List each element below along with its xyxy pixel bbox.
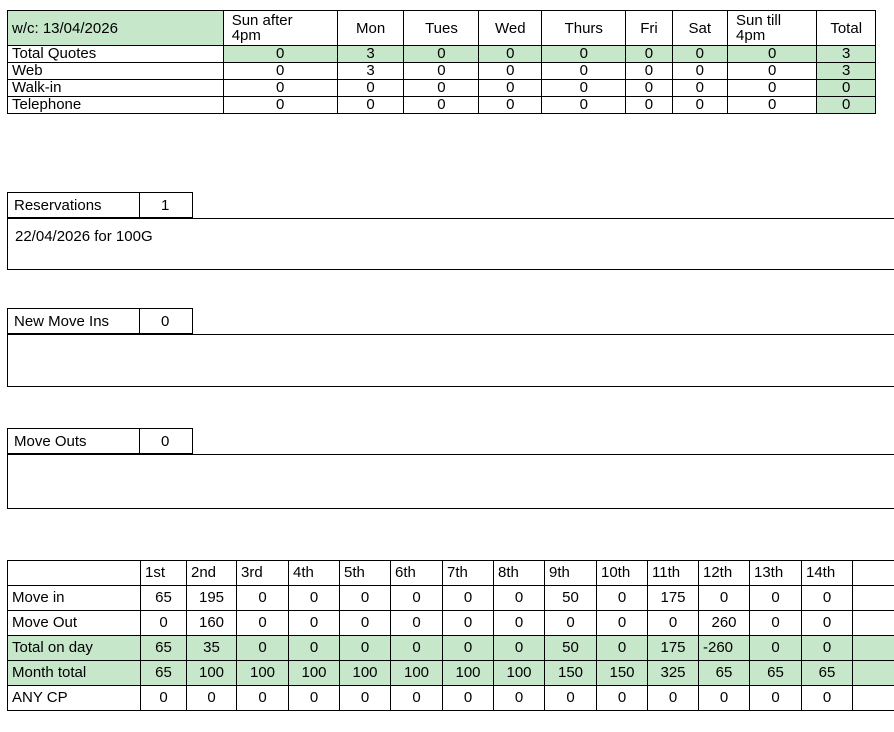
new-move-ins-count: 0 (161, 313, 170, 330)
daily-cell: 65 (141, 636, 187, 661)
daily-cell: 0 (750, 611, 802, 636)
daily-cell: 0 (289, 611, 340, 636)
daily-cell: 100 (340, 661, 391, 686)
weekly-cell: 0 (672, 97, 727, 114)
daily-cell: 0 (391, 586, 443, 611)
daily-cell: 100 (289, 661, 340, 686)
reservations-count-box (140, 192, 193, 218)
daily-cell: 0 (699, 686, 750, 711)
daily-cell: 0 (237, 586, 289, 611)
daily-cell: 0 (494, 611, 545, 636)
daily-cell: 160 (187, 611, 237, 636)
weekly-row-label: Telephone (8, 97, 224, 114)
daily-cell: 0 (802, 636, 853, 661)
daily-cell: 175 (648, 636, 699, 661)
daily-cell: 150 (545, 661, 597, 686)
daily-header-row (8, 561, 894, 586)
daily-totals-table (7, 560, 894, 711)
daily-cell: 100 (443, 661, 494, 686)
weekly-cell: 0 (223, 97, 337, 114)
daily-cell: 0 (802, 586, 853, 611)
weekly-cell: 0 (404, 97, 479, 114)
daily-cell: 0 (141, 686, 187, 711)
daily-day-header: 11th (648, 561, 699, 586)
daily-row-label: Move in (8, 586, 141, 611)
weekly-row-label: Total Quotes (8, 46, 224, 63)
daily-cell: 50 (545, 636, 597, 661)
daily-row (8, 636, 894, 661)
daily-cell: 0 (750, 686, 802, 711)
daily-cell: 325 (648, 661, 699, 686)
daily-day-header: 7th (443, 561, 494, 586)
daily-day-header: 13th (750, 561, 802, 586)
weekly-cell: 0 (728, 63, 817, 80)
daily-row (8, 661, 894, 686)
daily-cell: 0 (494, 686, 545, 711)
daily-cell: 0 (597, 611, 648, 636)
weekly-col-header-line2: 4pm (231, 27, 261, 44)
daily-row (8, 611, 894, 636)
weekly-cell: 0 (223, 63, 337, 80)
daily-cell: 0 (391, 611, 443, 636)
weekly-cell: 0 (542, 63, 626, 80)
daily-cell: 0 (750, 636, 802, 661)
daily-cell: 0 (391, 686, 443, 711)
new-move-ins-label: New Move Ins (14, 313, 110, 330)
daily-cell: 0 (237, 636, 289, 661)
move-outs-count: 0 (161, 433, 170, 450)
weekly-quotes-table (7, 10, 876, 114)
weekly-cell: 0 (817, 80, 876, 97)
weekly-col-header: Fri (626, 11, 672, 46)
daily-cell: 65 (750, 661, 802, 686)
daily-cell: 0 (141, 611, 187, 636)
daily-cell: 0 (340, 611, 391, 636)
daily-cell: 0 (391, 636, 443, 661)
weekly-cell: 0 (479, 46, 542, 63)
daily-cell: 0 (237, 611, 289, 636)
daily-cell: 0 (494, 586, 545, 611)
daily-day-header: 6th (391, 561, 443, 586)
daily-day-header: 2nd (187, 561, 237, 586)
weekly-col-header-line1: Sun after (231, 12, 293, 29)
daily-row-label: Month total (8, 661, 141, 686)
daily-cell: 0 (289, 686, 340, 711)
daily-cell: 0 (648, 611, 699, 636)
weekly-cell: 0 (337, 97, 404, 114)
daily-cell: 65 (699, 661, 750, 686)
daily-cell: 65 (141, 586, 187, 611)
weekly-cell: 3 (817, 63, 876, 80)
daily-cell: 0 (802, 686, 853, 711)
daily-cell: 0 (545, 611, 597, 636)
daily-cell: 150 (597, 661, 648, 686)
daily-cell: 0 (237, 686, 289, 711)
new-move-ins-count-box (140, 308, 193, 334)
weekly-cell: 3 (337, 63, 404, 80)
daily-cell: 35 (187, 636, 237, 661)
weekly-row (8, 46, 876, 63)
reservations-count: 1 (161, 197, 170, 214)
daily-cell: 0 (289, 586, 340, 611)
weekly-cell: 0 (672, 46, 727, 63)
weekly-cell: 0 (626, 97, 672, 114)
daily-day-header: 4th (289, 561, 340, 586)
daily-cell: 65 (141, 661, 187, 686)
daily-row-label: Move Out (8, 611, 141, 636)
daily-cell: 65 (802, 661, 853, 686)
weekly-cell: 0 (728, 46, 817, 63)
reservations-label: Reservations (14, 197, 102, 214)
weekly-cell: 0 (404, 63, 479, 80)
weekly-cell: 0 (626, 46, 672, 63)
weekly-cell: 0 (542, 97, 626, 114)
weekly-cell: 0 (728, 80, 817, 97)
weekly-col-header: Total (817, 11, 876, 46)
daily-cell: 0 (443, 611, 494, 636)
weekly-cell: 3 (337, 46, 404, 63)
daily-cell: 0 (340, 636, 391, 661)
move-outs-label-box (7, 428, 140, 454)
move-outs-details-box (7, 454, 894, 509)
daily-day-header: 9th (545, 561, 597, 586)
daily-day-header: 10th (597, 561, 648, 586)
weekly-col-header: Thurs (542, 11, 626, 46)
daily-cell: 0 (340, 686, 391, 711)
daily-cell: 195 (187, 586, 237, 611)
daily-cell: 0 (597, 686, 648, 711)
daily-row-label: ANY CP (8, 686, 141, 711)
weekly-col-header: Wed (479, 11, 542, 46)
daily-cell: 50 (545, 586, 597, 611)
weekly-cell: 0 (223, 46, 337, 63)
weekly-col-header: Mon (337, 11, 404, 46)
new-move-ins-label-box (7, 308, 140, 334)
daily-cell: 0 (699, 586, 750, 611)
daily-cell: 0 (289, 636, 340, 661)
daily-row-label: Total on day (8, 636, 141, 661)
weekly-row-label: Web (8, 63, 224, 80)
week-commencing-cell: w/c: 13/04/2026 (8, 11, 224, 46)
weekly-col-header: Sat (672, 11, 727, 46)
weekly-cell: 0 (817, 97, 876, 114)
daily-cell: 0 (648, 686, 699, 711)
daily-cell: 0 (494, 636, 545, 661)
daily-cell: 0 (597, 586, 648, 611)
daily-day-header: 12th (699, 561, 750, 586)
weekly-cell: 0 (542, 80, 626, 97)
daily-cell: 0 (597, 636, 648, 661)
daily-cell: 0 (187, 686, 237, 711)
weekly-cell: 0 (672, 63, 727, 80)
weekly-cell: 0 (672, 80, 727, 97)
weekly-cell: 0 (404, 46, 479, 63)
daily-cell: 260 (699, 611, 750, 636)
daily-cell: 100 (187, 661, 237, 686)
weekly-cell: 0 (479, 80, 542, 97)
weekly-row-label: Walk-in (8, 80, 224, 97)
weekly-cell: 0 (479, 97, 542, 114)
weekly-cell: 0 (404, 80, 479, 97)
daily-cell: 0 (340, 586, 391, 611)
daily-cell: 100 (237, 661, 289, 686)
weekly-cell: 0 (626, 63, 672, 80)
reservations-label-box (7, 192, 140, 218)
daily-cell: 0 (443, 686, 494, 711)
weekly-col-header-line2: 4pm (736, 27, 766, 44)
daily-cell: 100 (494, 661, 545, 686)
weekly-row (8, 63, 876, 80)
daily-day-header: 3rd (237, 561, 289, 586)
weekly-col-header (223, 11, 337, 46)
daily-cell: -260 (699, 636, 750, 661)
weekly-row (8, 97, 876, 114)
daily-day-header: 14th (802, 561, 853, 586)
daily-row (8, 586, 894, 611)
weekly-cell: 0 (223, 80, 337, 97)
weekly-cell: 0 (542, 46, 626, 63)
weekly-cell: 0 (728, 97, 817, 114)
move-outs-label: Move Outs (14, 433, 87, 450)
reservations-details-box (7, 218, 894, 270)
reservations-details: 22/04/2026 for 100G (15, 228, 153, 245)
weekly-cell: 0 (479, 63, 542, 80)
daily-row (8, 686, 894, 711)
daily-cell: 0 (443, 636, 494, 661)
daily-day-header: 5th (340, 561, 391, 586)
daily-cell: 0 (545, 686, 597, 711)
weekly-cell: 0 (626, 80, 672, 97)
daily-cell: 100 (391, 661, 443, 686)
weekly-row (8, 80, 876, 97)
daily-cell: 0 (802, 611, 853, 636)
weekly-col-header: Tues (404, 11, 479, 46)
weekly-col-header-line1: Sun till (736, 12, 782, 29)
daily-day-header: 8th (494, 561, 545, 586)
weekly-cell: 0 (337, 80, 404, 97)
daily-cell: 0 (443, 586, 494, 611)
move-outs-count-box (140, 428, 193, 454)
weekly-cell: 3 (817, 46, 876, 63)
weekly-header-row (8, 11, 876, 46)
new-move-ins-details-box (7, 334, 894, 387)
daily-day-header: 1st (141, 561, 187, 586)
daily-cell: 175 (648, 586, 699, 611)
daily-cell: 0 (750, 586, 802, 611)
weekly-col-header (728, 11, 817, 46)
